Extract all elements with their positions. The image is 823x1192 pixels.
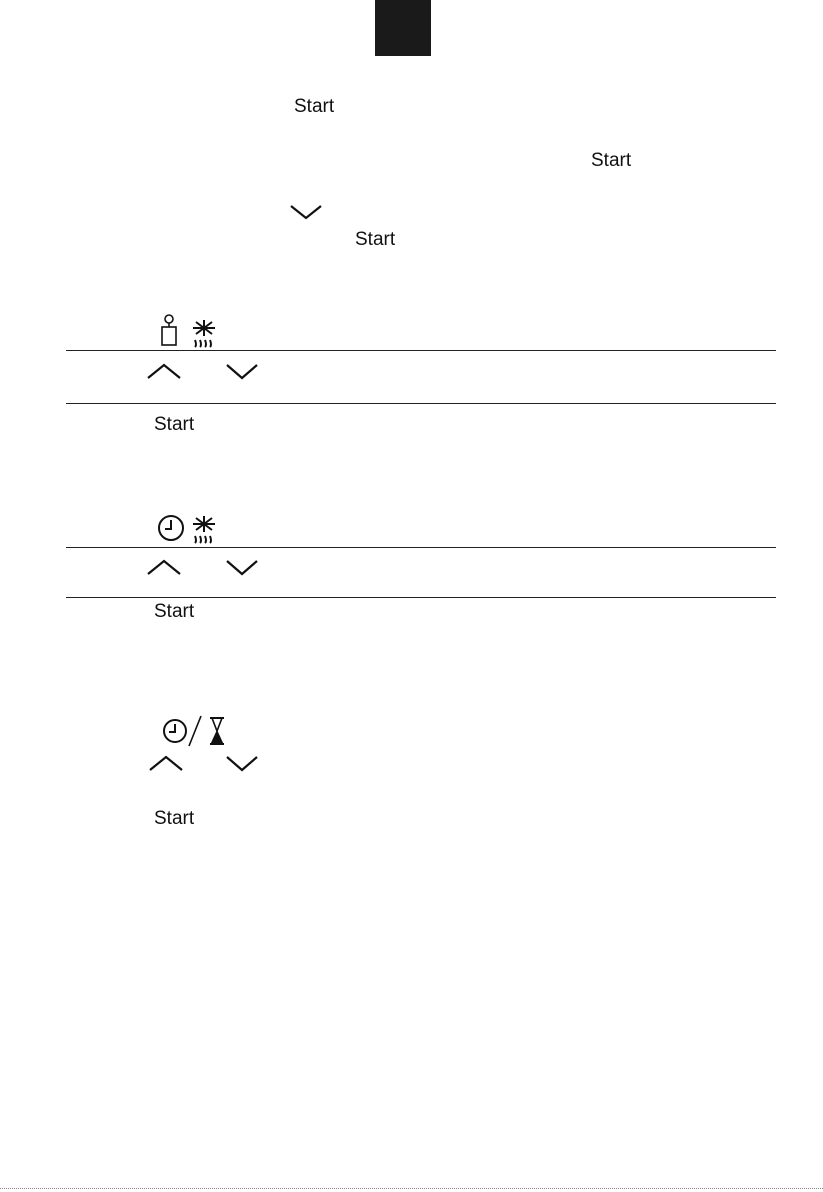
chevron-down-icon: [225, 754, 259, 772]
chevron-down-icon: [225, 362, 259, 380]
start-button-label: Start: [355, 229, 396, 250]
chevron-up-icon: [146, 362, 182, 380]
section-divider: [66, 350, 776, 351]
chevron-up-icon: [148, 754, 184, 772]
clock-icon: [156, 513, 186, 543]
slash-separator: [187, 714, 203, 748]
chevron-up-icon: [146, 558, 182, 576]
weight-icon: [160, 314, 178, 346]
section-divider: [66, 547, 776, 548]
page-bottom-edge: [0, 1188, 823, 1192]
chevron-down-icon: [225, 558, 259, 576]
defrost-icon: [189, 514, 219, 544]
section-divider: [66, 597, 776, 598]
start-button-label: Start: [591, 150, 632, 171]
chevron-down-icon: [289, 204, 323, 220]
start-button-label: Start: [154, 808, 195, 829]
hourglass-icon: [208, 716, 226, 746]
start-button-label: Start: [294, 96, 335, 117]
start-button-label: Start: [154, 601, 195, 622]
start-button-label: Start: [154, 414, 195, 435]
clock-icon: [160, 716, 190, 746]
language-tab: [375, 0, 431, 56]
section-divider: [66, 403, 776, 404]
defrost-icon: [189, 318, 219, 348]
